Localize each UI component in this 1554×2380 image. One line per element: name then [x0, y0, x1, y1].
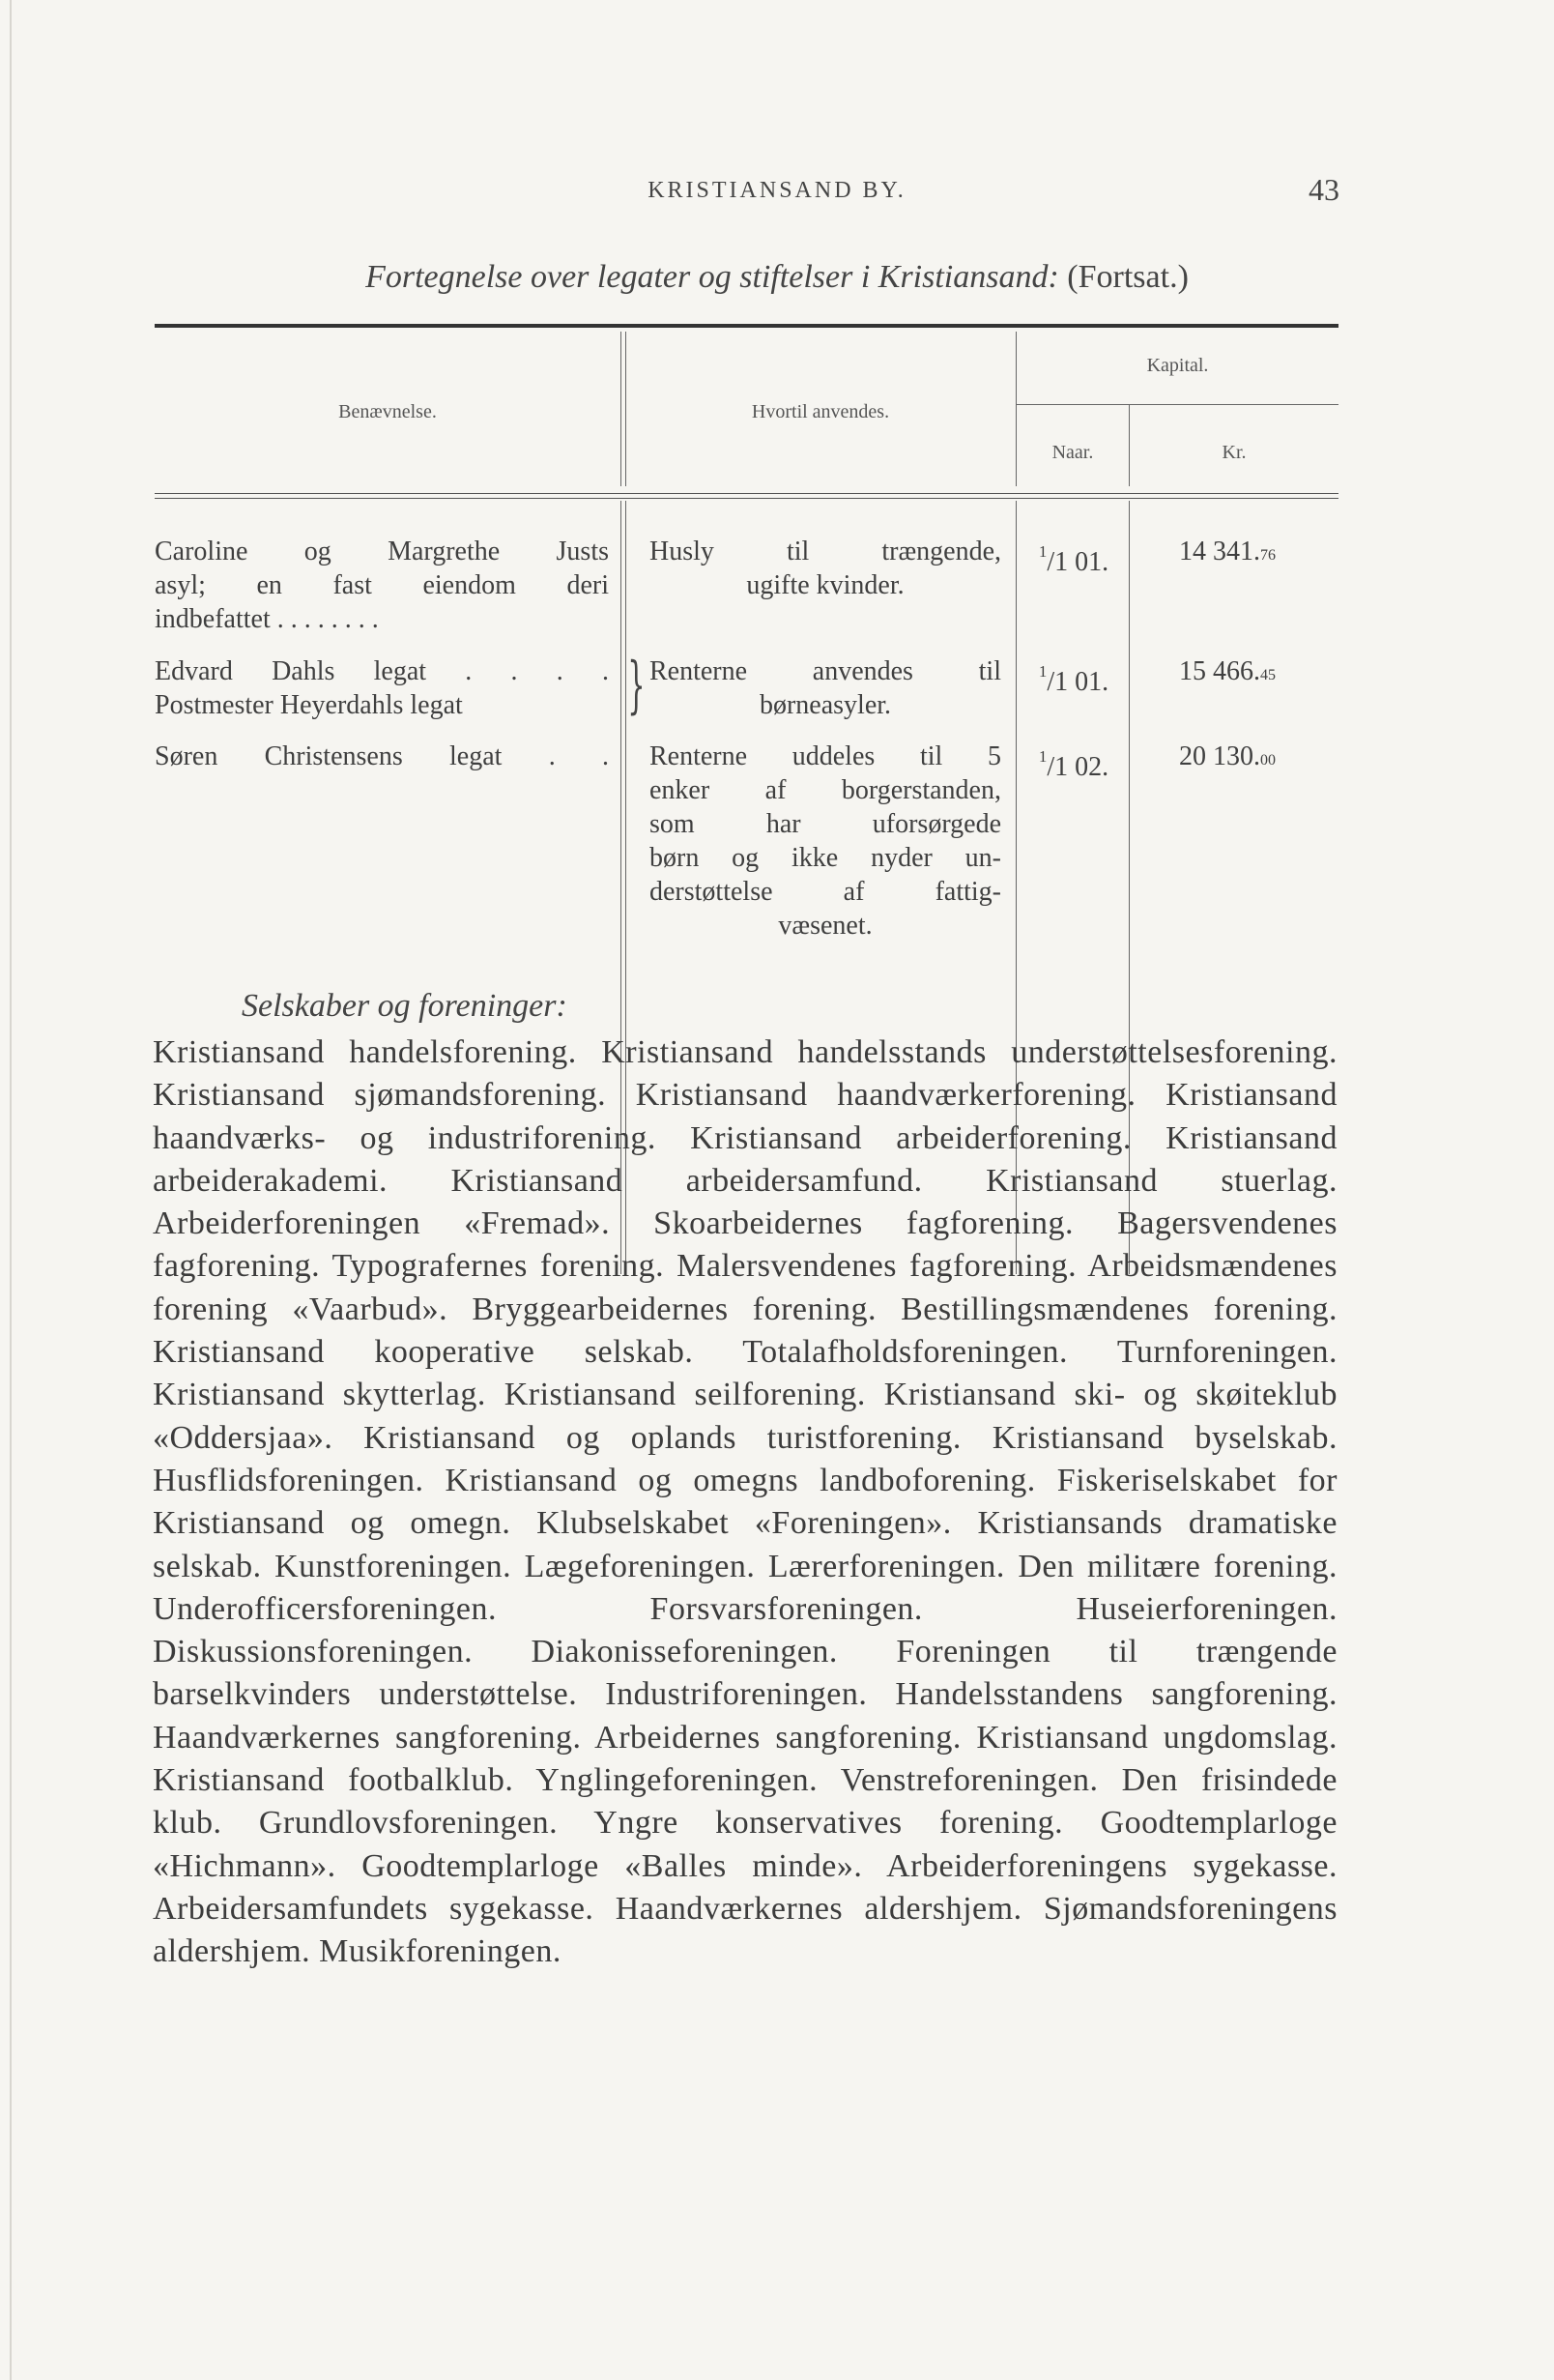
section-body-text: Kristiansand handelsforening. Kristiansand handelsstands understøttelsesforening. Kristiansand sjømandsforening. Kristiansand haandværkerforening. Kristiansand haandværks- og industriforening. Kristiansand arbeiderforening. Kristiansand arbeiderakademi. Kristiansand arbeidersamfund. Kristiansand stuerlag. Arbeiderforeningen «Fremad». Skoarbeidernes fagforening. Bagersvendenes fagforening. Typografernes forening. Malersvendenes fagforening. Arbeidsmændenes forening «Vaarbud». Bryggearbeidernes forening. Bestillingsmændenes forening. Kristiansand kooperative selskab. Totalafholdsforeningen. Turnforeningen. Kristiansand skytterlag. Kristiansand seilforening. Kristiansand ski- og skøiteklub «Oddersjaa». Kristiansand og oplands turistforening. Kristiansand byselskab. Husflidsforeningen. Kristiansand og omegns landboforening. Fiskeriselskabet for Kristiansand og omegn. Klubselskabet «Foreningen». Kristiansands dramatiske selskab. Kunstforeningen. Lægeforeningen. Lærerforeningen. Den militære forening. Underofficersforeningen. Forsvarsforeningen. Huseierforeningen. Diskussionsforeningen. Diakonisseforeningen. Foreningen til trængende barselkvinders understøttelse. Industriforeningen. Handelsstandens sangforening. Haandværkernes sangforening. Arbeidernes sangforening. Kristiansand ungdomslag. Kristiansand footbalklub. Ynglingeforeningen. Venstreforeningen. Den frisindede klub. Grundlovsforeningen. Yngre konservatives forening. Goodtemplarloge «Hichmann». Goodtemplarloge «Balles minde». Arbeiderforeningens sygekasse. Arbeidersamfundets sygekasse. Haandværkernes aldershjem. Sjømandsforeningens aldershjem. Musikforeningen.: [153, 1034, 1338, 1970]
row2-kr-dec: 45: [1260, 667, 1276, 683]
row2-kr-main: 15 466.: [1179, 656, 1260, 686]
row1-name-line2: asyl; en fast eiendom deri: [155, 570, 609, 600]
section-heading: Selskaber og foreninger:: [242, 988, 567, 1024]
capital-sub-rule: [1017, 404, 1338, 405]
row3-use-line2: enker af borgerstanden,: [649, 775, 1001, 805]
subtitle-italic: Fortegnelse over legater og stiftelser i Kristiansand:: [365, 259, 1059, 295]
row3-when-num: 1: [1038, 747, 1048, 766]
page-number: 43: [1309, 172, 1339, 207]
row2-name: [155, 654, 609, 722]
row3-use-line4: børn og ikke nyder un-: [649, 843, 1001, 873]
row1-when-num: 1: [1038, 542, 1048, 561]
row3-use-line3: som har uforsørgede: [649, 809, 1001, 839]
row3-kr: [1179, 740, 1324, 777]
row2-when: [1020, 654, 1128, 699]
row1-use: [649, 535, 1001, 602]
running-title: KRISTIANSAND BY.: [648, 178, 906, 203]
row3-name-line1: Søren Christensens legat . .: [155, 741, 609, 771]
row2-use: [649, 654, 1001, 722]
row1-when: [1020, 535, 1128, 579]
row1-kr-dec: 76: [1260, 547, 1276, 564]
table-subtitle: [0, 259, 1554, 296]
row3-use: [649, 740, 1001, 943]
row2-name-line1: Edvard Dahls legat . . . .: [155, 656, 609, 686]
row3-kr-dec: 00: [1260, 752, 1276, 769]
row3-use-line5: derstøttelse af fattig-: [649, 877, 1001, 907]
row3-when: [1020, 740, 1128, 784]
row1-use-line1: Husly til trængende,: [649, 537, 1001, 566]
row2-kr: [1179, 654, 1324, 692]
row2-use-line1: Renterne anvendes til: [649, 656, 1001, 686]
subtitle-plain: (Fortsat.): [1067, 259, 1189, 295]
row2-when-rest: /1 01.: [1047, 667, 1109, 697]
row1-when-rest: /1 01.: [1047, 547, 1109, 577]
row1-kr: [1179, 535, 1324, 572]
row1-name-line1: Caroline og Margrethe Justs: [155, 537, 609, 566]
header-capital: Kapital.: [1146, 355, 1209, 376]
header-name: Benævnelse.: [338, 401, 437, 422]
row3-name: [155, 740, 609, 773]
row3-use-line6: væsenet.: [778, 911, 873, 941]
brace-icon: }: [627, 650, 646, 721]
row1-name: [155, 535, 609, 636]
header-kr: Kr.: [1222, 442, 1247, 463]
table-top-rule: [155, 324, 1338, 328]
row3-kr-main: 20 130.: [1179, 741, 1260, 771]
row2-when-num: 1: [1038, 662, 1048, 681]
row1-use-line2: ugifte kvinder.: [746, 570, 905, 600]
header-use: Hvortil anvendes.: [751, 401, 890, 422]
row2-use-line2: børneasyler.: [759, 690, 892, 720]
row2-name-line2: Postmester Heyerdahls legat: [155, 690, 463, 720]
row3-use-line1: Renterne uddeles til 5: [649, 741, 1001, 771]
table-header-rule: [155, 493, 1338, 499]
row1-name-line3: indbefattet . . . . . . . .: [155, 604, 379, 634]
header-when: Naar.: [1051, 442, 1094, 463]
row3-when-rest: /1 02.: [1047, 752, 1109, 782]
row1-kr-main: 14 341.: [1179, 537, 1260, 566]
